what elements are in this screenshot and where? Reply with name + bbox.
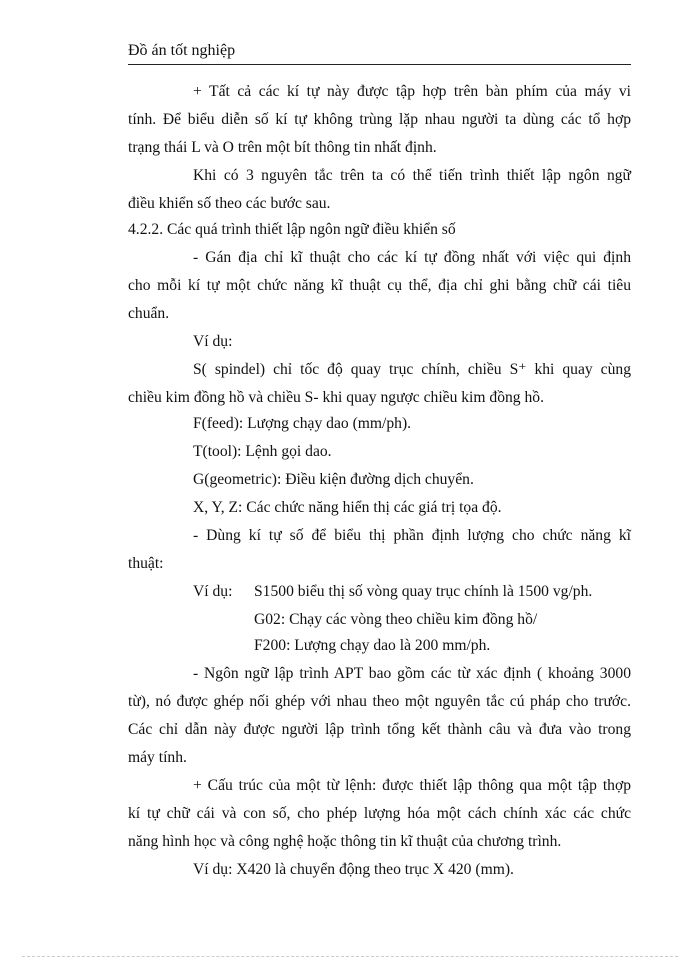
text-line: điều khiển số theo các bước sau.: [128, 195, 331, 212]
example-g02: G02: Chạy các vòng theo chiều kim đồng hồ/: [254, 611, 538, 628]
text-line: - Gán địa chỉ kĩ thuật cho các kí tự đồng nhất với việc qui định: [193, 249, 631, 266]
text-line: máy tính.: [128, 749, 187, 766]
text-line: - Ngôn ngữ lập trình APT bao gồm các từ xác định ( khoảng 3000: [193, 665, 631, 682]
example-s1500: S1500 biểu thị số vòng quay trục chính là 1500 vg/ph.: [254, 583, 593, 600]
text-line: + Cấu trúc của một từ lệnh: được thiết lập thông qua một tập thợp: [193, 777, 631, 794]
text-line: Các chỉ dẫn này được người lập trình tổng kết thành câu và đưa vào trong: [128, 721, 631, 738]
example-x420: Ví dụ: X420 là chuyển động theo trục X 420 (mm).: [193, 861, 514, 878]
page-header-title: Đồ án tốt nghiệp: [128, 42, 236, 59]
text-line: kí tự chữ cái và con số, cho phép lượng hóa một cách chính xác các chức: [128, 805, 631, 822]
page-bottom-divider: [22, 956, 678, 957]
text-line: trạng thái L và O trên một bít thông tin nhất định.: [128, 139, 437, 156]
text-line: chiều kim đồng hồ và chiều S- khi quay ngược chiều kim đồng hồ.: [128, 389, 544, 406]
definition-coordinates: X, Y, Z: Các chức năng hiển thị các giá trị tọa độ.: [193, 499, 502, 516]
text-line: cho mỗi kí tự một chức năng kĩ thuật cụ thể, địa chỉ ghi bằng chữ cái tiêu: [128, 277, 631, 294]
definition-geometric: G(geometric): Điều kiện đường dịch chuyển.: [193, 471, 474, 488]
text-line: chuẩn.: [128, 305, 170, 322]
text-line: tính. Để biểu diễn số kí tự không trùng lặp nhau người ta dùng các tổ hợp: [128, 111, 631, 128]
text-line: Khi có 3 nguyên tắc trên ta có thể tiến trình thiết lập ngôn ngữ: [193, 167, 631, 184]
text-line: - Dùng kí tự số để biểu thị phần định lượng cho chức năng kĩ: [193, 527, 631, 544]
header-divider: [128, 64, 631, 65]
definition-tool: T(tool): Lệnh gọi dao.: [193, 443, 332, 460]
text-line: thuật:: [128, 555, 164, 572]
example-label: Ví dụ:: [193, 583, 233, 600]
text-line: S( spindel) chỉ tốc độ quay trục chính, chiều S⁺ khi quay cùng: [193, 361, 631, 378]
definition-feed: F(feed): Lượng chạy dao (mm/ph).: [193, 415, 412, 432]
example-label: Ví dụ:: [193, 333, 233, 350]
section-heading: 4.2.2. Các quá trình thiết lập ngôn ngữ điều khiển số: [128, 221, 456, 238]
text-line: từ), nó được ghép nối ghép với nhau theo một nguyên tắc cú pháp cho trước.: [128, 693, 631, 710]
text-line: + Tất cả các kí tự này được tập hợp trên bàn phím của máy vi: [193, 83, 631, 100]
example-f200: F200: Lượng chạy dao là 200 mm/ph.: [254, 637, 491, 654]
text-line: năng hình học và công nghệ hoặc thông tin kĩ thuật của chương trình.: [128, 833, 562, 850]
